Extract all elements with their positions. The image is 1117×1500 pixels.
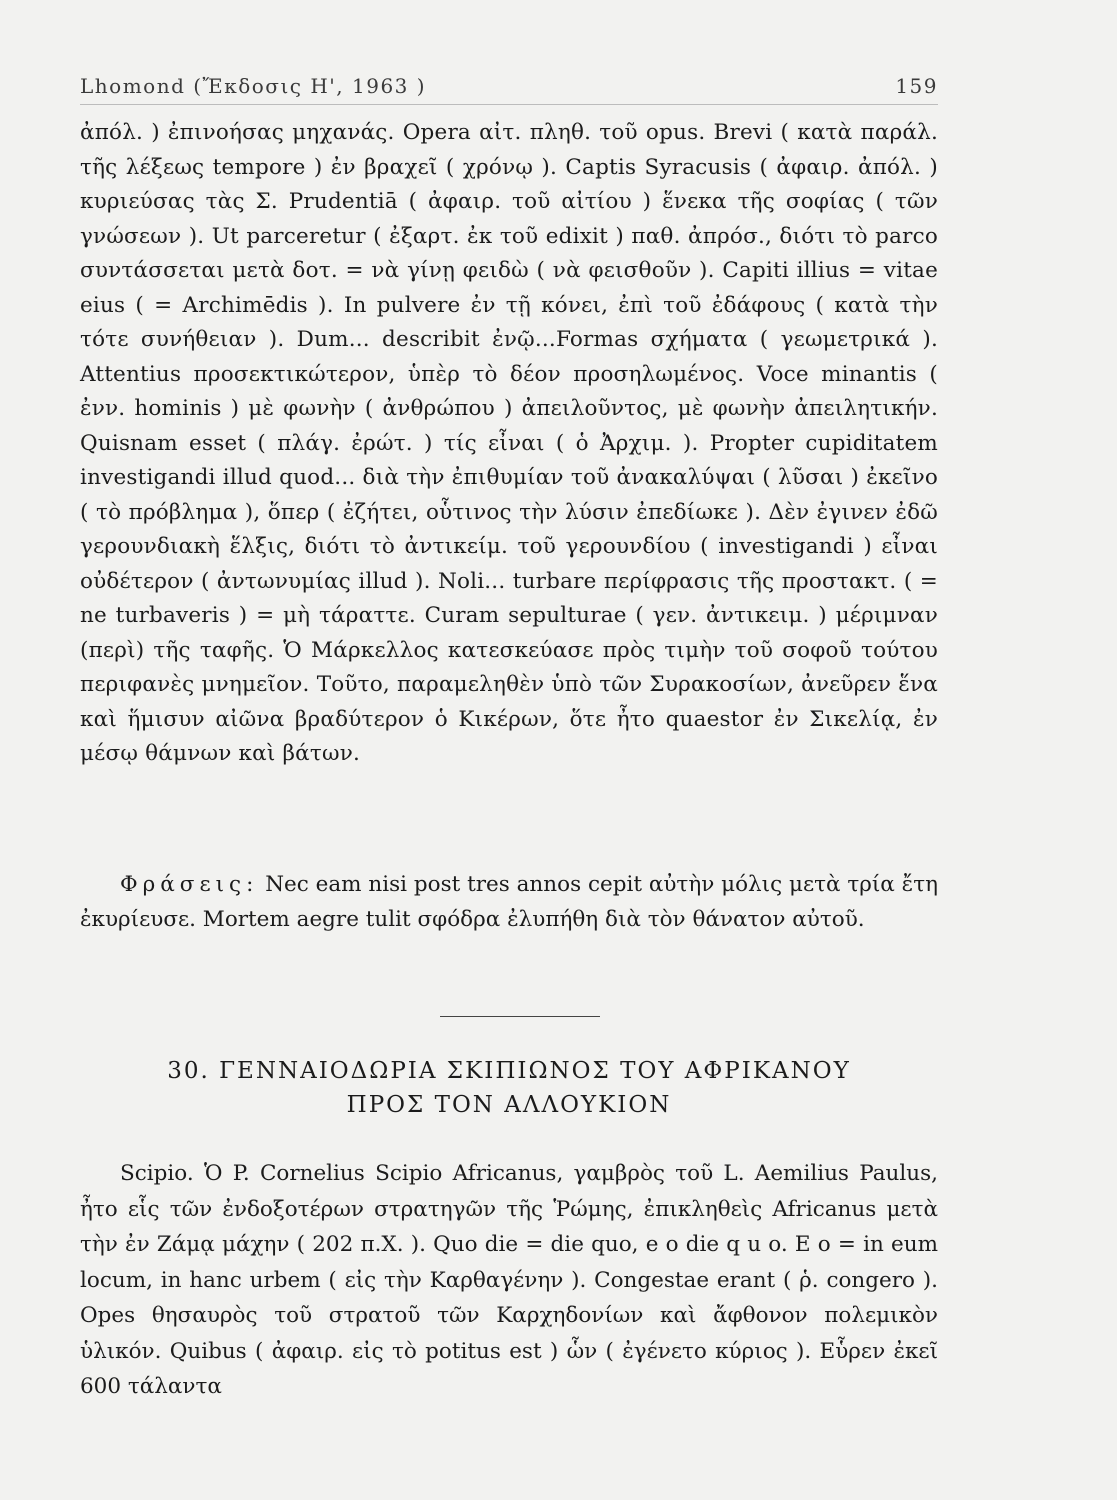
phrases-text: Nec eam nisi post tres annos cepit αὐτὴν μόλις μετὰ τρία ἔτη ἐκυρίευσε. Mortem aegre tulit σφόδρα ἐλυπήθη διὰ τὸν θάνατον αὐτοῦ.	[80, 872, 938, 932]
section-title-line-2: ΠΡΟΣ ΤΟΝ ΑΛΛΟΥΚΙΟΝ	[346, 1092, 672, 1118]
running-header	[80, 74, 938, 105]
page-number: 159	[895, 74, 938, 98]
commentary-notes: ἀπόλ. ) ἐπινοήσας μηχανάς. Opera αἰτ. πληθ. τοῦ opus. Brevi ( κατὰ παράλ. τῆς λέξεως tempore ) ἐν βραχεῖ ( χρόνῳ ). Captis Syracusis ( ἀφαιρ. ἀπόλ. ) κυριεύσας τὰς Σ. Prudentiā ( ἀφαιρ. τοῦ αἰτίου ) ἕνεκα τῆς σοφίας ( τῶν γνώσεων ). Ut parceretur ( ἐξαρτ. ἐκ τοῦ edixit ) παθ. ἀπρόσ., διότι τὸ parco συντάσσεται μετὰ δοτ. = νὰ γίνῃ φειδὼ ( νὰ φεισθοῦν ). Capiti illius = vitae eius ( = Archimēdis ). In pulvere ἐν τῇ κόνει, ἐπὶ τοῦ ἐδάφους ( κατὰ τὴν τότε συνήθειαν ). Dum... describit ἐνῷ...Formas σχήματα ( γεωμετρικά ). Attentius προσεκτικώτερον, ὑπὲρ τὸ δέον προσηλωμένος. Voce minantis ( ἐνν. hominis ) μὲ φωνὴν ( ἀνθρώπου ) ἀπειλοῦντος, μὲ φωνὴν ἀπειλητικήν. Quisnam esset ( πλάγ. ἐρώτ. ) τίς εἶναι ( ὁ Ἀρχιμ. ). Propter cupiditatem investigandi illud quod... διὰ τὴν ἐπιθυμίαν τοῦ ἀνακαλύψαι ( λῦσαι ) ἐκεῖνο ( τὸ πρόβλημα ), ὅπερ ( ἐζήτει, οὗτινος τὴν λύσιν ἐπεδίωκε ). Δὲν ἐγινεν ἐδῶ γερουνδιακὴ ἕλξις, διότι τὸ ἀντικείμ. τοῦ γερουνδίου ( investigandi ) εἶναι οὐδέτερον ( ἀντωνυμίας illud ). Noli... turbare περίφρασις τῆς προστακτ. ( = ne turbaveris ) = μὴ τάραττε. Curam sepulturae ( γεν. ἀντικειμ. ) μέριμναν (περὶ) τῆς ταφῆς. Ὁ Μάρκελλος κατεσκεύασε πρὸς τιμὴν τοῦ σοφοῦ τούτου περιφανὲς μνημεῖον. Τοῦτο, παραμεληθὲν ὑπὸ τῶν Συρακοσίων, ἀνεῦρεν ἕνα καὶ ἥμισυν αἰῶνα βραδύτερον ὁ Κικέρων, ὅτε ἦτο quaestor ἐν Σικελίᾳ, ἐν μέσῳ θάμνων καὶ βάτων.	[80, 120, 938, 766]
section-title-line-1: 30. ΓΕΝΝΑΙΟΔΩΡΙΑ ΣΚΙΠΙΩΝΟΣ ΤΟΥ ΑΦΡΙΚΑΝΟΥ	[167, 1058, 851, 1084]
section-divider	[440, 1016, 600, 1017]
phrases-paragraph	[80, 868, 938, 937]
phrases-label: Φράσεις:	[120, 872, 259, 897]
header-title: Lhomond (Ἔκδοσις Η', 1963 )	[80, 74, 427, 98]
scipio-notes: Scipio. Ὁ P. Cornelius Scipio Africanus, γαμβρὸς τοῦ L. Aemilius Paulus, ἦτο εἷς τῶν ἐνδοξοτέρων στρατηγῶν τῆς Ῥώμης, ἐπικληθεὶς Africanus μετὰ τὴν ἐν Ζάμᾳ μάχην ( 202 π.Χ. ). Quo die = die quo, e o die q u o. E o = in eum locum, in hanc urbem ( εἰς τὴν Καρθαγένην ). Congestae erant ( ῥ. congero ). Opes θησαυρὸς τοῦ στρατοῦ τῶν Καρχηδονίων καὶ ἄφθονον πολεμικὸν ὑλικόν. Quibus ( ἀφαιρ. εἰς τὸ potitus est ) ὧν ( ἐγένετο κύριος ). Εὗρεν ἐκεῖ 600 τάλαντα	[80, 1161, 938, 1399]
section-title	[80, 1054, 938, 1122]
